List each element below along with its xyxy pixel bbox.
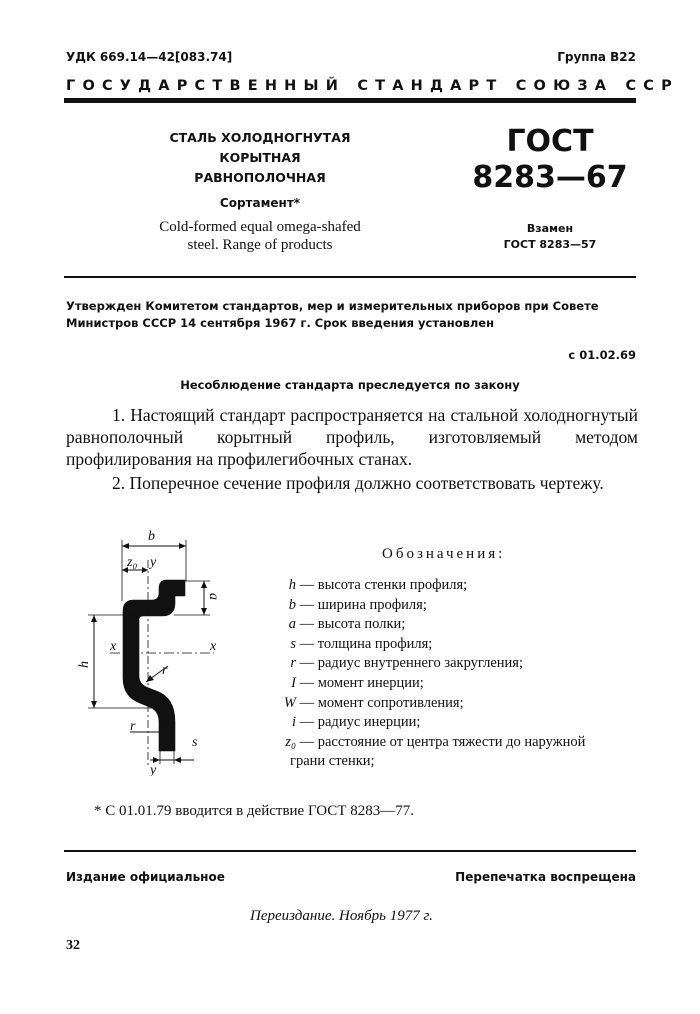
- legend-text: — момент сопротивления;: [299, 694, 464, 711]
- label-y-top: y: [150, 555, 157, 570]
- legend-item: [282, 674, 642, 694]
- legend-text: — высота стенки профиля;: [299, 577, 468, 593]
- legend-text: — высота полки;: [299, 616, 406, 633]
- label-a: a: [206, 593, 221, 600]
- legend-title: Обозначения:: [382, 546, 506, 562]
- legend-item: [282, 654, 642, 674]
- legend-text: — толщина профиля;: [299, 635, 433, 652]
- label-s: s: [192, 735, 198, 750]
- label-x-right: x: [210, 639, 217, 654]
- legend-symbol: a: [288, 616, 296, 633]
- legend-list: [282, 576, 642, 772]
- label-y-bottom: y: [150, 763, 157, 776]
- legend-item: [282, 576, 642, 596]
- header-rule: [64, 98, 636, 103]
- label-z0: z₀: [127, 555, 138, 570]
- state-standard-header: ГОСУДАРСТВЕННЫЙ СТАНДАРТ СОЮЗА ССР: [66, 78, 679, 94]
- label-b: b: [148, 529, 155, 544]
- legend-item: [282, 596, 642, 616]
- legend-continuation: грани стенки;: [290, 753, 375, 770]
- udk-code: УДК 669.14—42[083.74]: [66, 50, 233, 64]
- legend-symbol: i: [291, 714, 296, 731]
- law-notice: Несоблюдение стандарта преследуется по закону: [180, 378, 520, 392]
- legend-item: [282, 694, 642, 714]
- paragraph-1: 1. Настоящий стандарт распространяется на стальной холодногнутый равнополочный корытный профиль, изготовляемый методом профилирования на профилегибочных станах.: [66, 405, 638, 469]
- legend-symbol: r: [290, 655, 296, 672]
- legend-text: — радиус внутреннего закругления;: [299, 655, 523, 672]
- title-en-line2: steel. Range of products: [187, 237, 333, 253]
- approval-text: Утвержден Комитетом стандартов, мер и измерительных приборов при Совете Министров СССР 14 сентября 1967 г. Срок введения установлен: [66, 299, 599, 330]
- title-en-line1: Cold-formed equal omega-shafed: [159, 219, 361, 235]
- label-r-inner: r: [162, 663, 168, 678]
- title-en: [130, 218, 390, 254]
- legend-symbol: I: [291, 674, 296, 691]
- gost-number: 8283—67: [472, 160, 628, 195]
- legend-symbol: s: [290, 635, 296, 652]
- legend-symbol: z₀: [285, 733, 296, 750]
- title-ru-line2: КОРЫТНАЯ: [219, 150, 301, 165]
- legend-item: [282, 635, 642, 655]
- reprint-prohibited: Перепечатка воспрещена: [455, 870, 636, 884]
- legend-text: — радиус инерции;: [299, 714, 421, 731]
- label-h: h: [77, 661, 92, 668]
- legend-text: — расстояние от центра тяжести до наружной: [299, 733, 586, 750]
- footnote: * С 01.01.79 вводится в действие ГОСТ 8283—77.: [94, 803, 414, 819]
- legend-item: [282, 615, 642, 635]
- title-ru-line1: СТАЛЬ ХОЛОДНОГНУТАЯ: [169, 130, 351, 145]
- official-edition: Издание официальное: [66, 870, 225, 884]
- footer-rule: [64, 850, 636, 852]
- profile-drawing: [64, 526, 294, 776]
- group-code: Группа В22: [557, 50, 636, 64]
- paragraph-2: 2. Поперечное сечение профиля должно соответствовать чертежу.: [112, 473, 604, 493]
- gost-label: ГОСТ: [506, 124, 594, 159]
- reissue-note: Переиздание. Ноябрь 1977 г.: [250, 908, 433, 924]
- gost-designation: [470, 124, 630, 196]
- legend-symbol: b: [288, 596, 296, 613]
- legend-symbol: W: [283, 694, 296, 711]
- legend-item: [282, 733, 642, 753]
- sortament-label: Сортамент*: [219, 196, 301, 210]
- title-rule: [64, 276, 636, 278]
- intro-date: с 01.02.69: [568, 348, 636, 362]
- title-ru-line3: РАВНОПОЛОЧНАЯ: [194, 170, 326, 185]
- legend-text: — ширина профиля;: [299, 596, 427, 613]
- legend-item: [282, 713, 642, 733]
- page-number: 32: [66, 938, 80, 953]
- replaces-value: ГОСТ 8283—57: [503, 238, 597, 251]
- legend-symbol: h: [288, 577, 296, 593]
- title-ru: [140, 128, 380, 188]
- legend-text: — момент инерции;: [299, 674, 424, 691]
- label-r-outer: r: [130, 719, 136, 734]
- label-x-left: x: [110, 639, 117, 654]
- replaces-label: Взамен: [526, 222, 574, 235]
